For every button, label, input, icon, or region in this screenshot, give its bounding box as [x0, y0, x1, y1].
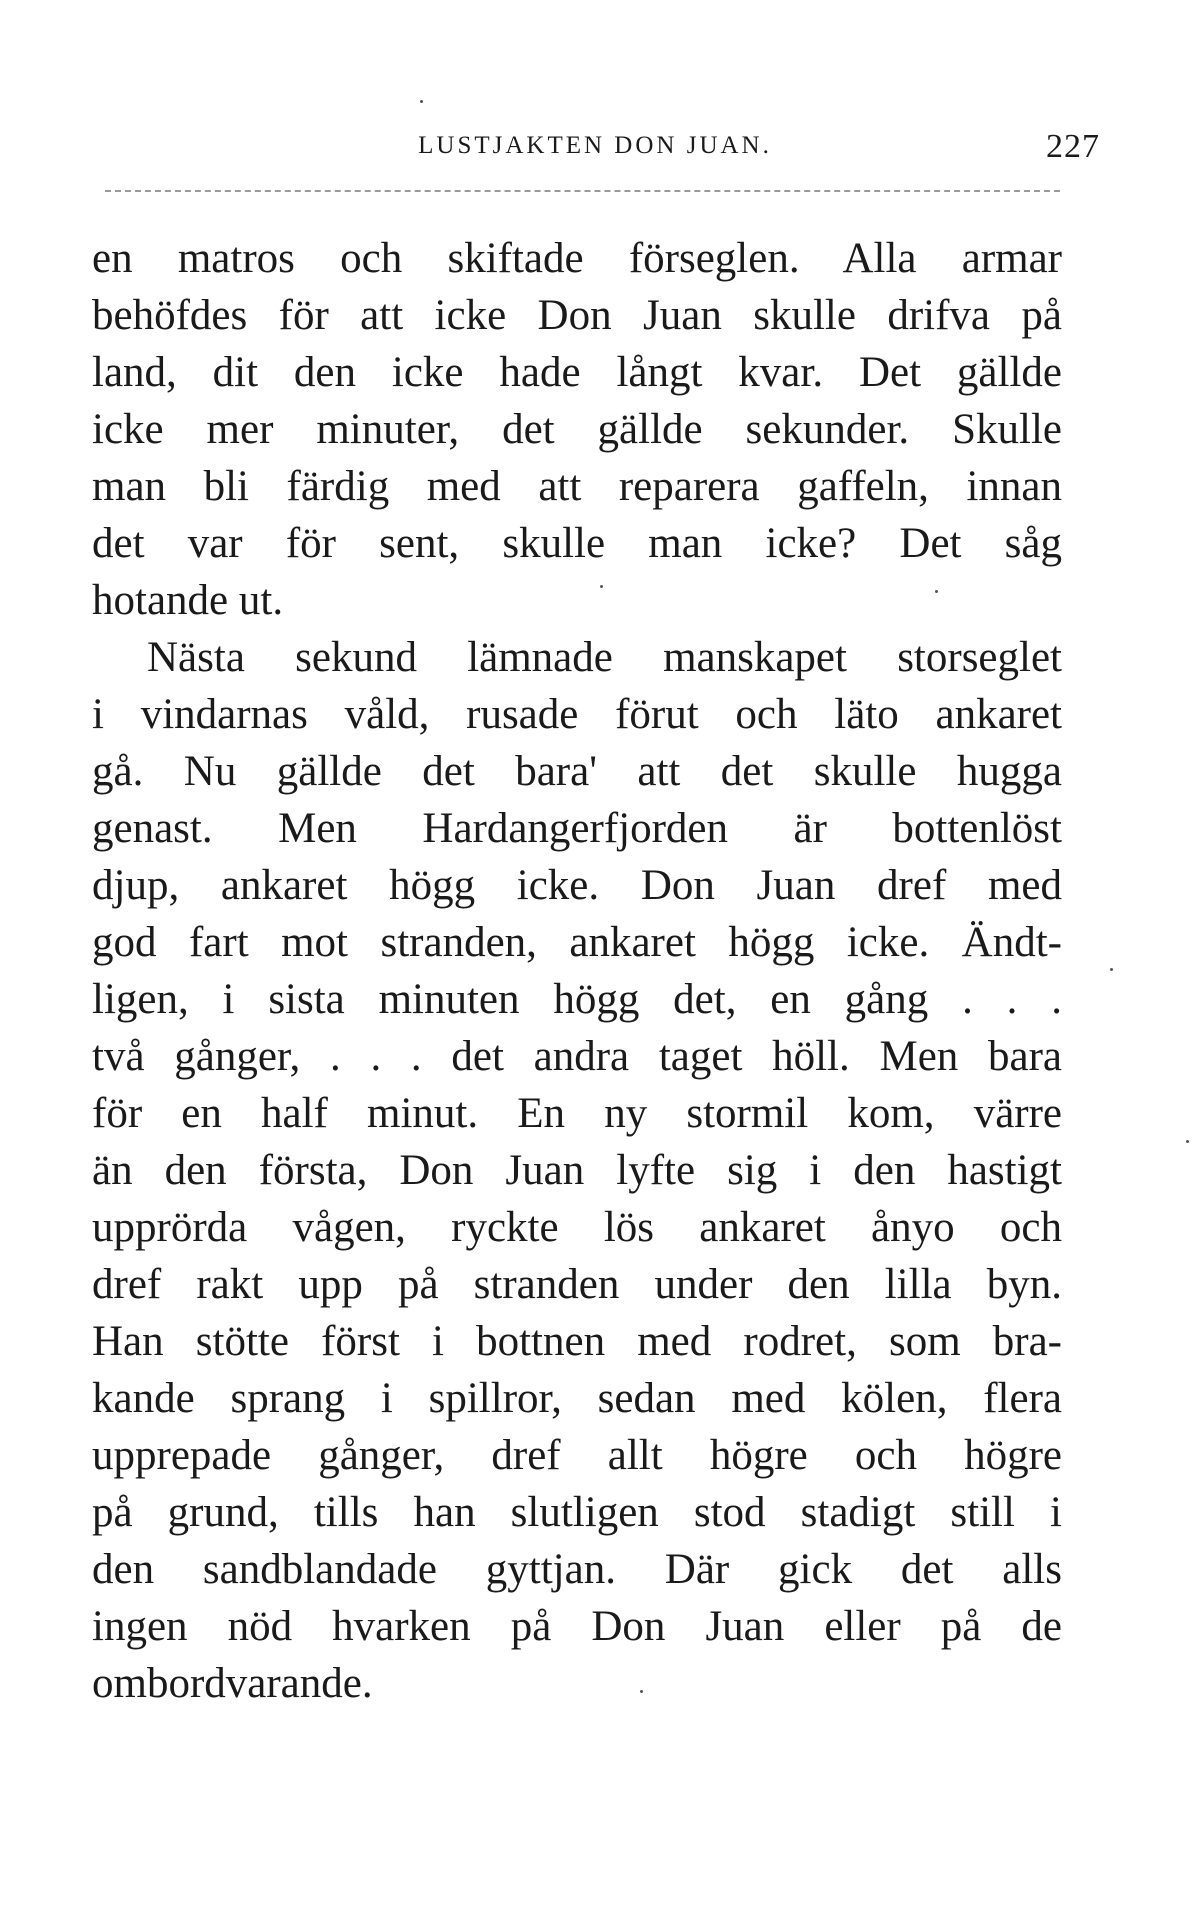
scan-speck	[935, 590, 938, 593]
running-title: LUSTJAKTEN DON JUAN.	[418, 132, 772, 159]
running-head	[90, 128, 1100, 168]
text-line: djup, ankaret högg icke. Don Juan dref med	[92, 862, 1062, 909]
text-line: ligen, i sista minuten högg det, en gång . . .	[92, 976, 1062, 1023]
text-line: Nästa sekund lämnade manskapet storseglet	[147, 634, 1062, 681]
text-line: god fart mot stranden, ankaret högg icke. Ändt-	[92, 919, 1062, 966]
text-line: icke mer minuter, det gällde sekunder. Skulle	[92, 406, 1062, 453]
body-text	[92, 230, 1062, 1712]
page-number: 227	[1046, 128, 1100, 165]
text-line: den sandblandade gyttjan. Där gick det alls	[92, 1546, 1062, 1593]
text-line: två gånger, . . . det andra taget höll. Men bara	[92, 1033, 1062, 1080]
text-line: en matros och skiftade förseglen. Alla armar	[92, 235, 1062, 282]
text-line: upprörda vågen, ryckte lös ankaret ånyo och	[92, 1204, 1062, 1251]
text-line: det var för sent, skulle man icke? Det såg	[92, 520, 1062, 567]
text-line: Han stötte först i bottnen med rodret, som bra-	[92, 1318, 1062, 1365]
scan-speck	[1186, 1140, 1189, 1143]
scan-speck	[600, 585, 603, 588]
text-line: dref rakt upp på stranden under den lilla byn.	[92, 1261, 1062, 1308]
text-line: hotande ut.	[92, 577, 284, 624]
text-line: genast. Men Hardangerfjorden är bottenlöst	[92, 805, 1062, 852]
text-line: land, dit den icke hade långt kvar. Det gällde	[92, 349, 1062, 396]
scan-speck	[1110, 968, 1113, 971]
text-line: i vindarnas våld, rusade förut och läto ankaret	[92, 691, 1062, 738]
scan-speck	[420, 100, 423, 103]
text-line: gå. Nu gällde det bara' att det skulle hugga	[92, 748, 1062, 795]
text-line: ombordvarande.	[92, 1660, 373, 1707]
text-line: kande sprang i spillror, sedan med kölen, flera	[92, 1375, 1062, 1422]
text-line: än den första, Don Juan lyfte sig i den hastigt	[92, 1147, 1062, 1194]
header-rule	[105, 190, 1060, 192]
text-line: på grund, tills han slutligen stod stadigt still i	[92, 1489, 1062, 1536]
text-line: behöfdes för att icke Don Juan skulle drifva på	[92, 292, 1062, 339]
text-line: upprepade gånger, dref allt högre och högre	[92, 1432, 1062, 1479]
text-line: för en half minut. En ny stormil kom, värre	[92, 1090, 1062, 1137]
text-line: ingen nöd hvarken på Don Juan eller på de	[92, 1603, 1062, 1650]
text-line: man bli färdig med att reparera gaffeln, innan	[92, 463, 1062, 510]
scan-speck	[640, 1690, 643, 1693]
